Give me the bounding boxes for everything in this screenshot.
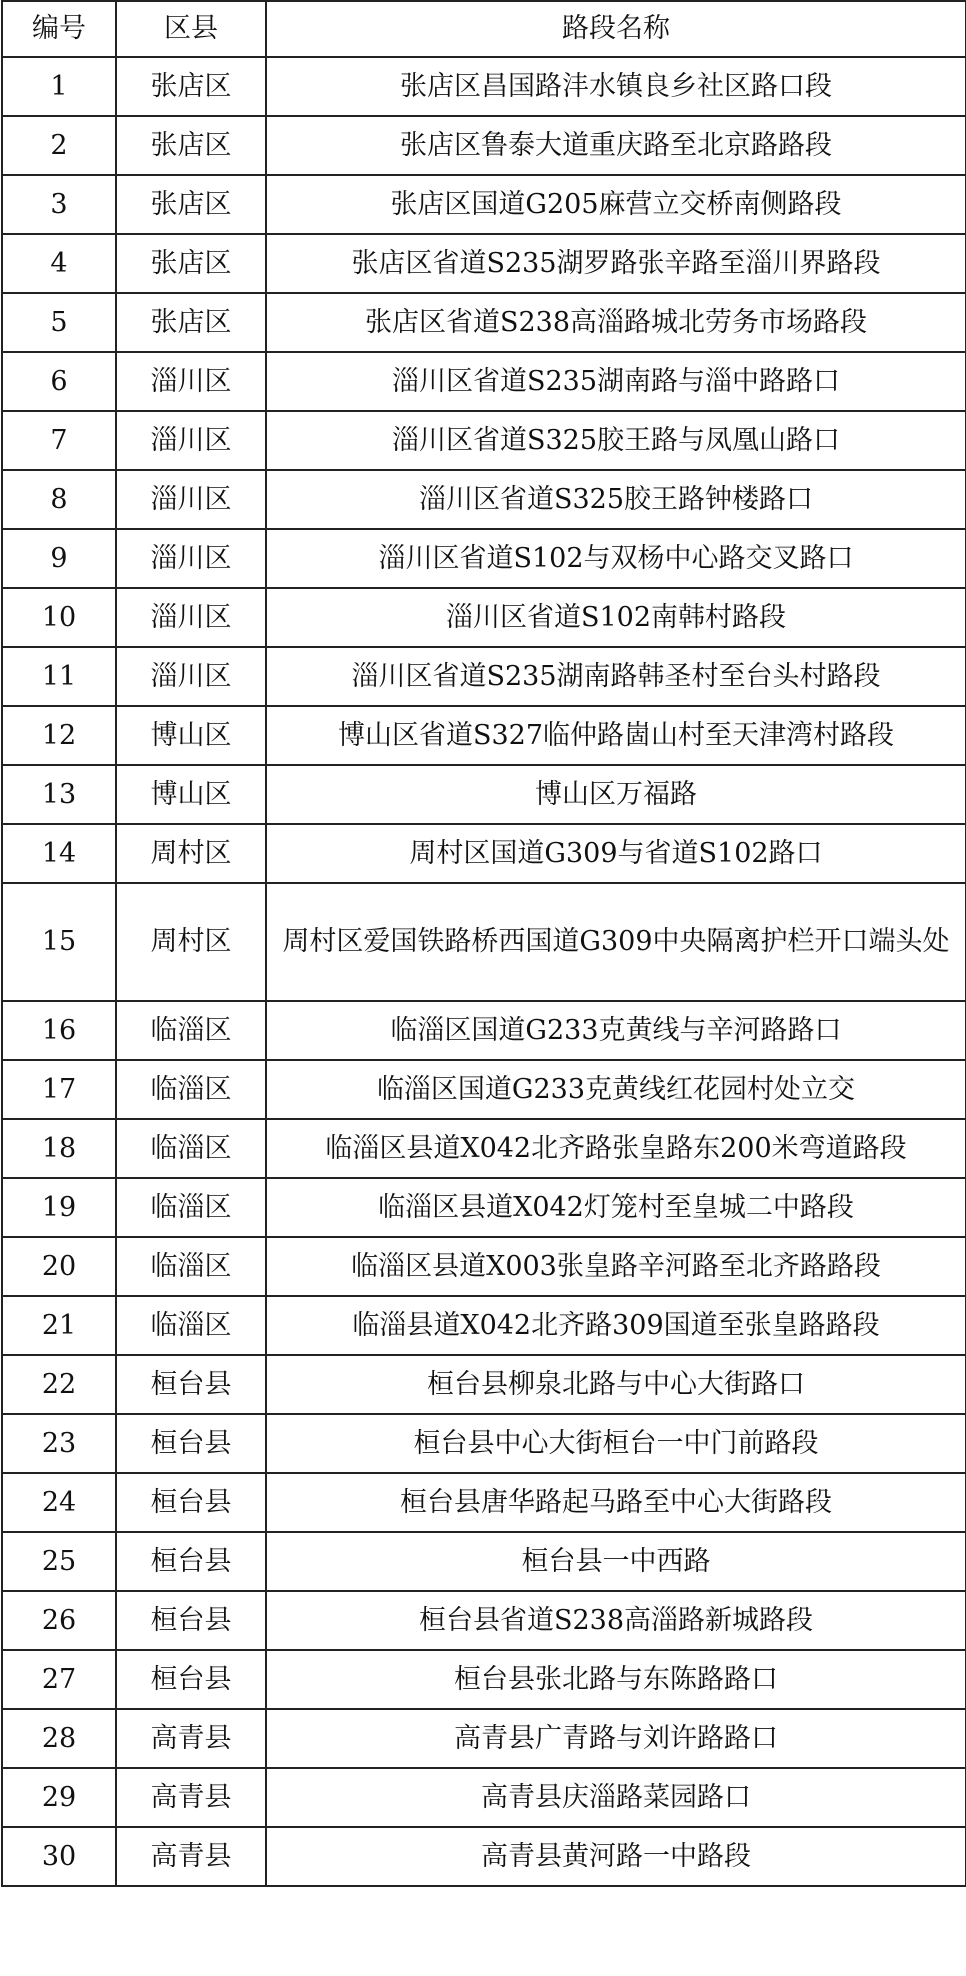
table-header-row bbox=[2, 1, 966, 57]
row-number: 8 bbox=[2, 470, 116, 529]
row-number: 6 bbox=[2, 352, 116, 411]
row-road-section: 张店区省道S235湖罗路张辛路至淄川界路段 bbox=[266, 234, 966, 293]
table-row bbox=[2, 1591, 966, 1650]
row-road-section: 桓台县一中西路 bbox=[266, 1532, 966, 1591]
row-district: 桓台县 bbox=[116, 1591, 266, 1650]
row-number: 26 bbox=[2, 1591, 116, 1650]
row-road-section: 张店区昌国路沣水镇良乡社区路口段 bbox=[266, 57, 966, 116]
table-row bbox=[2, 234, 966, 293]
row-number: 23 bbox=[2, 1414, 116, 1473]
row-number: 15 bbox=[2, 883, 116, 1001]
row-number: 18 bbox=[2, 1119, 116, 1178]
table-row bbox=[2, 1001, 966, 1060]
row-road-section: 周村区爱国铁路桥西国道G309中央隔离护栏开口端头处 bbox=[266, 883, 966, 1001]
row-road-section: 淄川区省道S235湖南路与淄中路路口 bbox=[266, 352, 966, 411]
row-district: 桓台县 bbox=[116, 1414, 266, 1473]
row-number: 21 bbox=[2, 1296, 116, 1355]
row-road-section: 周村区国道G309与省道S102路口 bbox=[266, 824, 966, 883]
table-row bbox=[2, 1355, 966, 1414]
row-number: 20 bbox=[2, 1237, 116, 1296]
table-row bbox=[2, 293, 966, 352]
row-road-section: 高青县黄河路一中路段 bbox=[266, 1827, 966, 1886]
table-row bbox=[2, 1768, 966, 1827]
row-number: 22 bbox=[2, 1355, 116, 1414]
row-district: 张店区 bbox=[116, 57, 266, 116]
row-number: 11 bbox=[2, 647, 116, 706]
row-road-section: 桓台县中心大街桓台一中门前路段 bbox=[266, 1414, 966, 1473]
row-road-section: 临淄区县道X042北齐路张皇路东200米弯道路段 bbox=[266, 1119, 966, 1178]
row-district: 桓台县 bbox=[116, 1473, 266, 1532]
row-number: 29 bbox=[2, 1768, 116, 1827]
row-number: 1 bbox=[2, 57, 116, 116]
row-number: 30 bbox=[2, 1827, 116, 1886]
table-row bbox=[2, 1532, 966, 1591]
row-road-section: 张店区鲁泰大道重庆路至北京路路段 bbox=[266, 116, 966, 175]
row-road-section: 淄川区省道S325胶王路与凤凰山路口 bbox=[266, 411, 966, 470]
row-district: 淄川区 bbox=[116, 588, 266, 647]
table-row bbox=[2, 883, 966, 1001]
table-row bbox=[2, 470, 966, 529]
row-district: 淄川区 bbox=[116, 411, 266, 470]
row-number: 28 bbox=[2, 1709, 116, 1768]
row-district: 博山区 bbox=[116, 765, 266, 824]
row-road-section: 张店区省道S238高淄路城北劳务市场路段 bbox=[266, 293, 966, 352]
row-road-section: 张店区国道G205麻营立交桥南侧路段 bbox=[266, 175, 966, 234]
row-road-section: 临淄区国道G233克黄线红花园村处立交 bbox=[266, 1060, 966, 1119]
row-road-section: 临淄县道X042北齐路309国道至张皇路路段 bbox=[266, 1296, 966, 1355]
row-district: 淄川区 bbox=[116, 470, 266, 529]
table-row bbox=[2, 706, 966, 765]
table-row bbox=[2, 116, 966, 175]
table-row bbox=[2, 1060, 966, 1119]
row-district: 临淄区 bbox=[116, 1237, 266, 1296]
table-row bbox=[2, 765, 966, 824]
row-district: 张店区 bbox=[116, 116, 266, 175]
row-district: 临淄区 bbox=[116, 1060, 266, 1119]
row-district: 高青县 bbox=[116, 1709, 266, 1768]
table-row bbox=[2, 1473, 966, 1532]
row-number: 7 bbox=[2, 411, 116, 470]
row-number: 14 bbox=[2, 824, 116, 883]
row-district: 周村区 bbox=[116, 824, 266, 883]
row-road-section: 淄川区省道S325胶王路钟楼路口 bbox=[266, 470, 966, 529]
table-row bbox=[2, 647, 966, 706]
row-road-section: 桓台县柳泉北路与中心大街路口 bbox=[266, 1355, 966, 1414]
row-district: 临淄区 bbox=[116, 1001, 266, 1060]
table-row bbox=[2, 1414, 966, 1473]
row-number: 5 bbox=[2, 293, 116, 352]
table-row bbox=[2, 1296, 966, 1355]
row-road-section: 临淄区县道X003张皇路辛河路至北齐路路段 bbox=[266, 1237, 966, 1296]
row-road-section: 淄川区省道S102与双杨中心路交叉路口 bbox=[266, 529, 966, 588]
row-district: 张店区 bbox=[116, 293, 266, 352]
header-road-section: 路段名称 bbox=[266, 1, 966, 57]
table-row bbox=[2, 1709, 966, 1768]
header-number: 编号 bbox=[2, 1, 116, 57]
table-row bbox=[2, 588, 966, 647]
road-section-table bbox=[1, 0, 966, 1887]
table-row bbox=[2, 824, 966, 883]
row-number: 16 bbox=[2, 1001, 116, 1060]
row-district: 淄川区 bbox=[116, 647, 266, 706]
row-number: 19 bbox=[2, 1178, 116, 1237]
table-row bbox=[2, 1827, 966, 1886]
table-row bbox=[2, 175, 966, 234]
row-number: 17 bbox=[2, 1060, 116, 1119]
row-road-section: 淄川区省道S235湖南路韩圣村至台头村路段 bbox=[266, 647, 966, 706]
row-district: 周村区 bbox=[116, 883, 266, 1001]
row-road-section: 临淄区国道G233克黄线与辛河路路口 bbox=[266, 1001, 966, 1060]
row-number: 12 bbox=[2, 706, 116, 765]
row-number: 24 bbox=[2, 1473, 116, 1532]
row-road-section: 桓台县唐华路起马路至中心大街路段 bbox=[266, 1473, 966, 1532]
row-road-section: 博山区万福路 bbox=[266, 765, 966, 824]
table-row bbox=[2, 1178, 966, 1237]
table-row bbox=[2, 1237, 966, 1296]
row-district: 高青县 bbox=[116, 1768, 266, 1827]
row-number: 25 bbox=[2, 1532, 116, 1591]
header-district: 区县 bbox=[116, 1, 266, 57]
row-district: 临淄区 bbox=[116, 1119, 266, 1178]
row-road-section: 桓台县张北路与东陈路路口 bbox=[266, 1650, 966, 1709]
row-number: 13 bbox=[2, 765, 116, 824]
row-district: 张店区 bbox=[116, 234, 266, 293]
row-number: 4 bbox=[2, 234, 116, 293]
row-number: 2 bbox=[2, 116, 116, 175]
row-district: 临淄区 bbox=[116, 1178, 266, 1237]
table-row bbox=[2, 1119, 966, 1178]
table-row bbox=[2, 57, 966, 116]
row-number: 9 bbox=[2, 529, 116, 588]
row-district: 桓台县 bbox=[116, 1355, 266, 1414]
row-district: 淄川区 bbox=[116, 352, 266, 411]
row-road-section: 桓台县省道S238高淄路新城路段 bbox=[266, 1591, 966, 1650]
row-number: 3 bbox=[2, 175, 116, 234]
table-row bbox=[2, 352, 966, 411]
row-road-section: 临淄区县道X042灯笼村至皇城二中路段 bbox=[266, 1178, 966, 1237]
row-district: 临淄区 bbox=[116, 1296, 266, 1355]
row-district: 博山区 bbox=[116, 706, 266, 765]
row-district: 桓台县 bbox=[116, 1532, 266, 1591]
row-number: 10 bbox=[2, 588, 116, 647]
row-number: 27 bbox=[2, 1650, 116, 1709]
row-district: 淄川区 bbox=[116, 529, 266, 588]
row-road-section: 高青县广青路与刘许路路口 bbox=[266, 1709, 966, 1768]
row-district: 高青县 bbox=[116, 1827, 266, 1886]
row-road-section: 高青县庆淄路菜园路口 bbox=[266, 1768, 966, 1827]
row-district: 张店区 bbox=[116, 175, 266, 234]
row-road-section: 淄川区省道S102南韩村路段 bbox=[266, 588, 966, 647]
table-row bbox=[2, 411, 966, 470]
row-road-section: 博山区省道S327临仲路崮山村至天津湾村路段 bbox=[266, 706, 966, 765]
table-row bbox=[2, 529, 966, 588]
row-district: 桓台县 bbox=[116, 1650, 266, 1709]
table-row bbox=[2, 1650, 966, 1709]
